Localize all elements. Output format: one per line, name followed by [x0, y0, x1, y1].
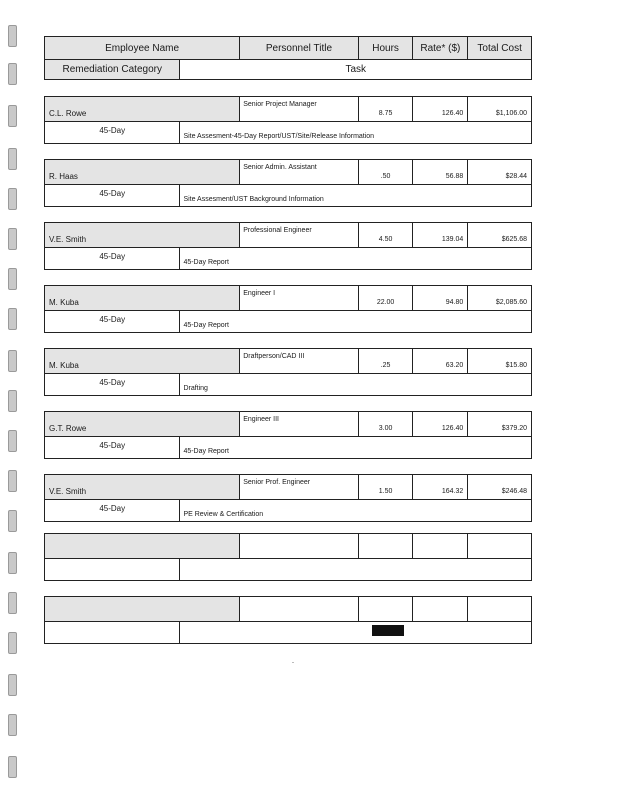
total-cost-value: $625.68 [501, 236, 527, 243]
binder-hole [8, 552, 17, 574]
empty-cell [468, 597, 531, 621]
binder-hole [8, 674, 17, 696]
hours-value: 1.50 [359, 475, 414, 499]
binder-hole [8, 350, 17, 372]
total-cost-value: $1,106.00 [495, 110, 527, 117]
binder-hole [8, 105, 17, 127]
hours-value: .25 [359, 349, 414, 373]
personnel-title: Draftperson/CAD III [240, 349, 359, 373]
binder-hole [8, 632, 17, 654]
hours-value: 22.00 [359, 286, 414, 310]
rate-value: 56.88 [413, 160, 468, 184]
col-employee-name: Employee Name [45, 37, 240, 59]
remediation-category: 45-Day [45, 122, 180, 143]
col-hours: Hours [359, 37, 414, 59]
empty-cell [359, 597, 414, 621]
col-total-cost: Total Cost [477, 42, 522, 54]
binder-hole [8, 308, 17, 330]
col-task: Task [345, 64, 366, 75]
empty-cell [240, 534, 359, 558]
rate-value: 126.40 [413, 97, 468, 121]
task-description: Site Assesment/UST Background Information [183, 196, 324, 203]
personnel-title: Senior Prof. Engineer [240, 475, 359, 499]
empty-cell [359, 534, 414, 558]
binder-holes [8, 0, 22, 800]
binder-hole [8, 268, 17, 290]
hours-value: 3.00 [359, 412, 414, 436]
col-remediation-category: Remediation Category [45, 60, 180, 79]
employee-name: M. Kuba [45, 349, 240, 373]
employee-name: V.E. Smith [45, 223, 240, 247]
binder-hole [8, 714, 17, 736]
empty-cell [240, 597, 359, 621]
total-cost-value: $28.44 [505, 173, 527, 180]
task-description: PE Review & Certification [183, 511, 264, 518]
total-cost-value: $379.20 [501, 425, 527, 432]
rate-value: 139.04 [413, 223, 468, 247]
binder-hole [8, 470, 17, 492]
binder-hole [8, 592, 17, 614]
empty-cell [180, 622, 531, 643]
employee-name: V.E. Smith [45, 475, 240, 499]
total-cost-value: $15.80 [505, 362, 527, 369]
remediation-category: 45-Day [45, 311, 180, 332]
entry-block [44, 411, 532, 459]
binder-hole [8, 430, 17, 452]
empty-cell [413, 597, 468, 621]
empty-entry-block [44, 596, 532, 644]
redaction-box [372, 625, 404, 636]
binder-hole [8, 63, 17, 85]
total-cost-value: $246.48 [501, 488, 527, 495]
binder-hole [8, 25, 17, 47]
remediation-category: 45-Day [45, 248, 180, 269]
task-description: Drafting [183, 385, 208, 392]
personnel-title: Professional Engineer [240, 223, 359, 247]
col-rate: Rate* ($) [413, 37, 468, 59]
binder-hole [8, 188, 17, 210]
remediation-category: 45-Day [45, 185, 180, 206]
personnel-title: Engineer I [240, 286, 359, 310]
binder-hole [8, 510, 17, 532]
task-description: 45-Day Report [183, 448, 229, 455]
binder-hole [8, 390, 17, 412]
total-cost-value: $2,085.60 [495, 299, 527, 306]
remediation-category: 45-Day [45, 437, 180, 458]
entry-block [44, 285, 532, 333]
empty-cell [468, 534, 531, 558]
rate-value: 94.80 [413, 286, 468, 310]
rate-value: 164.32 [413, 475, 468, 499]
empty-cell [45, 559, 180, 580]
scan-speck [292, 662, 294, 663]
task-description: 45-Day Report [183, 259, 229, 266]
binder-hole [8, 228, 17, 250]
hours-value: 8.75 [359, 97, 414, 121]
entry-block [44, 96, 532, 144]
personnel-title: Senior Admin. Assistant [240, 160, 359, 184]
rate-value: 63.20 [413, 349, 468, 373]
hours-value: 4.50 [359, 223, 414, 247]
table-header [44, 36, 532, 80]
entry-block [44, 474, 532, 522]
employee-name: G.T. Rowe [45, 412, 240, 436]
remediation-category: 45-Day [45, 374, 180, 395]
remediation-category: 45-Day [45, 500, 180, 521]
employee-name: R. Haas [45, 160, 240, 184]
entry-block [44, 348, 532, 396]
personnel-title: Senior Project Manager [240, 97, 359, 121]
empty-cell [413, 534, 468, 558]
employee-name: C.L. Rowe [45, 97, 240, 121]
hours-value: .50 [359, 160, 414, 184]
rate-value: 126.40 [413, 412, 468, 436]
binder-hole [8, 756, 17, 778]
task-description: Site Assesment-45-Day Report/UST/Site/Release Information [183, 133, 375, 140]
binder-hole [8, 148, 17, 170]
personnel-title: Engineer III [240, 412, 359, 436]
empty-cell [45, 597, 240, 621]
employee-name: M. Kuba [45, 286, 240, 310]
entry-block [44, 159, 532, 207]
empty-cell [180, 559, 531, 580]
task-description: 45-Day Report [183, 322, 229, 329]
entry-block [44, 222, 532, 270]
empty-cell [45, 534, 240, 558]
col-personnel-title: Personnel Title [240, 37, 359, 59]
empty-entry-block [44, 533, 532, 581]
empty-cell [45, 622, 180, 643]
